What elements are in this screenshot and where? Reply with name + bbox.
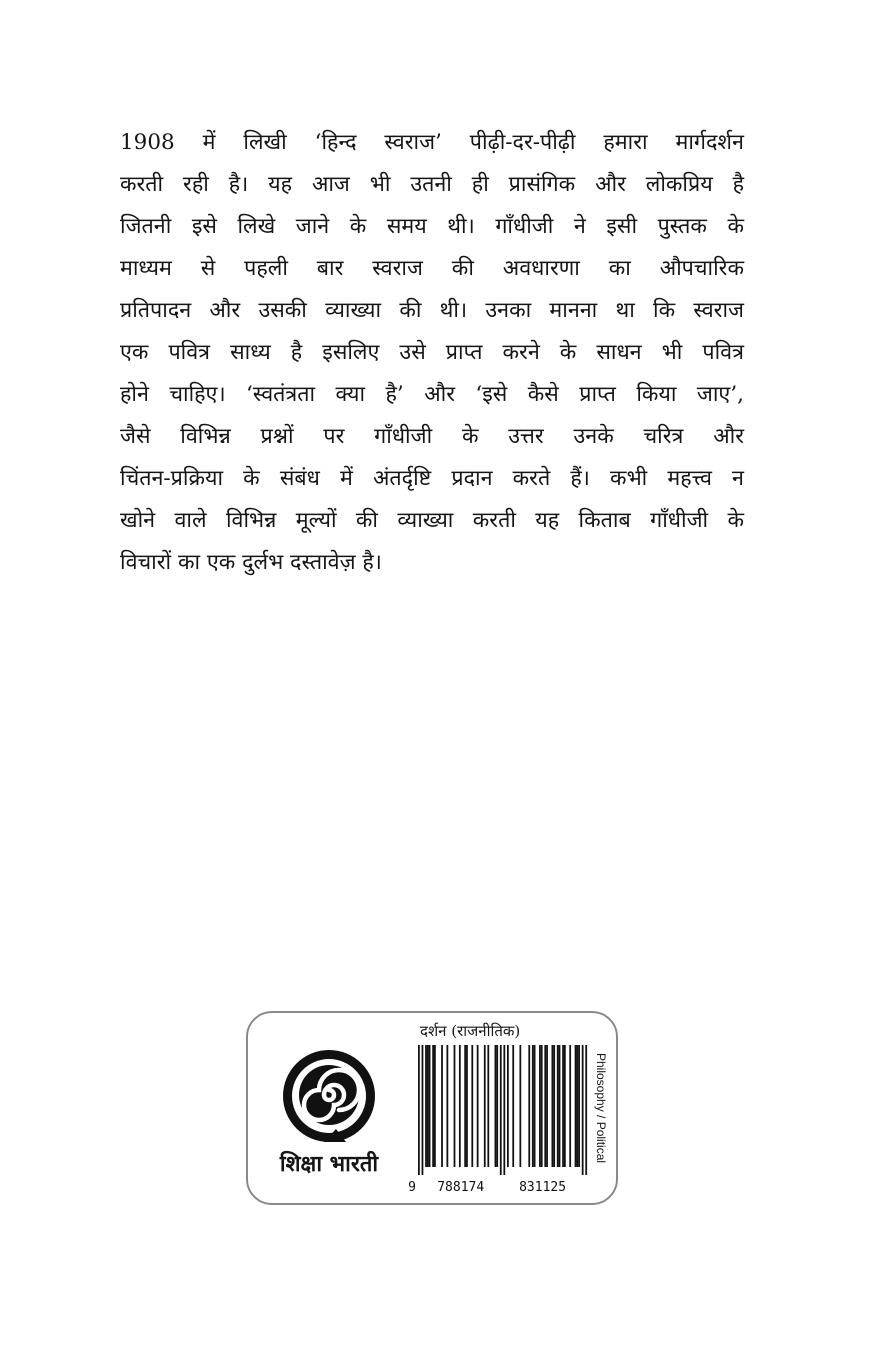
barcode-bar [507, 1045, 509, 1167]
barcode-bar [425, 1045, 427, 1167]
barcode-bar [495, 1045, 497, 1167]
barcode-bar [500, 1045, 502, 1175]
barcode-bar [484, 1045, 486, 1167]
barcode-bar [512, 1045, 514, 1167]
barcode-bar [546, 1045, 548, 1167]
barcode-bar [459, 1045, 461, 1167]
publisher-name: शिक्षा भारती [279, 1151, 379, 1177]
blurb-line: माध्यम से पहली बार स्वराज की अवधारणा का औपचारिक [120, 256, 744, 281]
blurb-line: चिंतन-प्रक्रिया के संबंध में अंतर्दृष्टि प्रदान करते हैं। कभी महत्त्व न [120, 466, 744, 491]
barcode-digits: 788174 [437, 1180, 485, 1195]
blurb-line: एक पवित्र साध्य है इसलिए उसे प्राप्त करने के साधन भी पवित्र [120, 340, 744, 365]
barcode-bar [576, 1045, 578, 1167]
barcode-bar [557, 1045, 559, 1167]
barcode-bar [503, 1045, 505, 1175]
barcode-bar [471, 1045, 473, 1167]
barcode-bar [575, 1045, 577, 1167]
barcode-bar [446, 1045, 448, 1167]
barcode-bar [466, 1045, 468, 1167]
category-english-label: Philosophy / Political [594, 1053, 608, 1164]
barcode-bar [562, 1045, 564, 1167]
barcode-bar [434, 1045, 436, 1167]
isbn-barcode [408, 1045, 588, 1197]
barcode-bar [532, 1045, 534, 1167]
barcode-bar [553, 1045, 555, 1167]
back-cover-blurb [120, 122, 744, 584]
barcode-bar [422, 1045, 424, 1175]
category-label: दर्शन (राजनीतिक) [420, 1022, 521, 1040]
barcode-bar [552, 1045, 554, 1167]
barcode-bar [496, 1045, 498, 1167]
barcode-bar [477, 1045, 479, 1167]
spiral-logo-icon [276, 1043, 382, 1149]
blurb-line: विचारों का एक दुर्लभ दस्तावेज़ है। [120, 550, 382, 575]
barcode-bar [544, 1045, 546, 1167]
barcode-bar [487, 1045, 489, 1167]
barcode-bar [578, 1045, 580, 1167]
barcode-bar [427, 1045, 429, 1167]
barcode-bar [441, 1045, 443, 1167]
barcode-bar [582, 1045, 584, 1175]
barcode-bar [454, 1045, 456, 1167]
barcode-bar [564, 1045, 566, 1167]
barcode-bar [418, 1045, 420, 1175]
barcode-bar [569, 1045, 571, 1167]
barcode-bar [432, 1045, 434, 1167]
barcode-digits: 9 [408, 1180, 416, 1195]
blurb-line: जैसे विभिन्न प्रश्नों पर गाँधीजी के उत्तर उनके चरित्र और [120, 424, 744, 449]
blurb-line: प्रतिपादन और उसकी व्याख्या की थी। उनका मानना था कि स्वराज [120, 298, 744, 323]
barcode-bar [559, 1045, 561, 1167]
blurb-line: करती रही है। यह आज भी उतनी ही प्रासंगिक और लोकप्रिय है [120, 172, 744, 197]
blurb-line: जितनी इसे लिखे जाने के समय थी। गाँधीजी ने इसी पुस्तक के [120, 214, 744, 239]
blurb-line: खोने वाले विभिन्न मूल्यों की व्याख्या करती यह किताब गाँधीजी के [120, 508, 744, 533]
blurb-line: होने चाहिए। ‘स्वतंत्रता क्या है’ और ‘इसे कैसे प्राप्त किया जाए’, [120, 382, 744, 407]
blurb-line: 1908 में लिखी ‘हिन्द स्वराज’ पीढ़ी-दर-पीढ़ी हमारा मार्गदर्शन [120, 130, 744, 155]
publisher-info-box [246, 1011, 618, 1205]
barcode-bar [539, 1045, 541, 1167]
barcode-bar [534, 1045, 536, 1167]
barcode-bar [585, 1045, 587, 1175]
barcode-bar [464, 1045, 466, 1167]
barcode-bar [541, 1045, 543, 1167]
barcode-bar [519, 1045, 521, 1167]
barcode-bar [429, 1045, 431, 1167]
barcode-bar [528, 1045, 530, 1167]
barcode-digits: 831125 [519, 1180, 567, 1195]
